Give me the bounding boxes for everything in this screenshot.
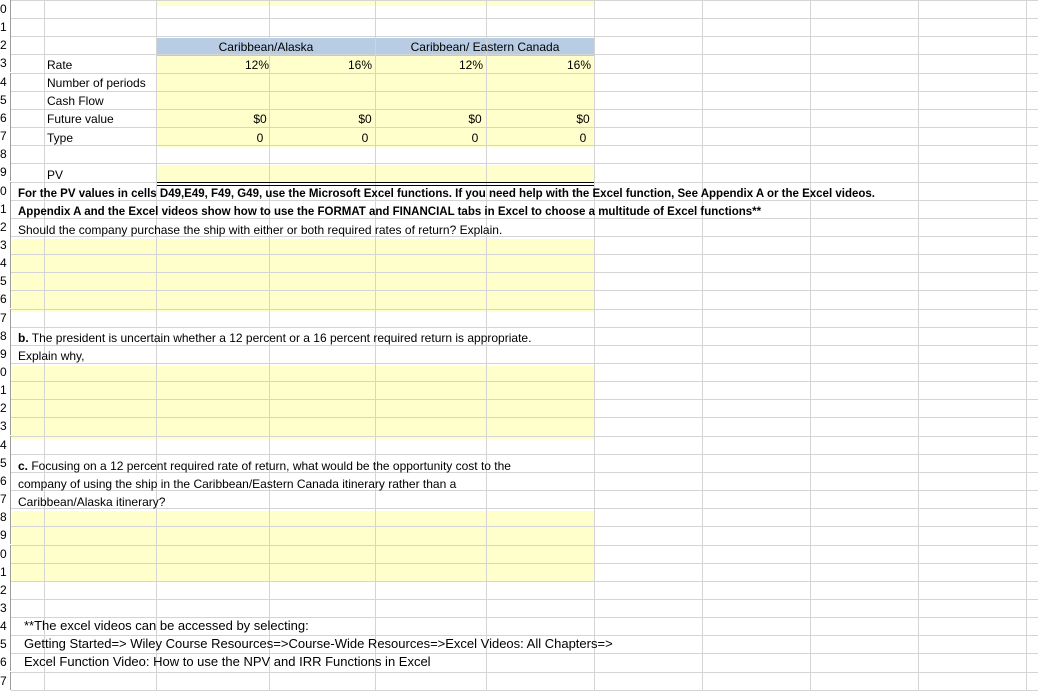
- grid-row-line: [11, 381, 1038, 382]
- row-header[interactable]: 2: [0, 36, 11, 54]
- row-header[interactable]: 8: [0, 508, 11, 526]
- label-rate: Rate: [47, 58, 73, 72]
- row-header[interactable]: 3: [0, 599, 11, 617]
- row-header[interactable]: 6: [0, 653, 11, 671]
- label-future-value: Future value: [47, 112, 114, 126]
- future-value-cell[interactable]: $0: [358, 112, 372, 126]
- grid-row-line: [11, 127, 1038, 128]
- row-header[interactable]: 3: [0, 417, 11, 435]
- future-value-cell[interactable]: $0: [253, 112, 267, 126]
- grid-row-line: [11, 545, 1038, 546]
- instruction-line-1: For the PV values in cells D49,E49, F49, G49, use the Microsoft Excel functions. If you need help with the Excel function, See Appendix A or the Excel videos.: [18, 188, 875, 200]
- note-line-2: Getting Started=> Wiley Course Resources=>Course-Wide Resources=>Excel Videos: All Chapters=>: [24, 636, 613, 651]
- row-header[interactable]: 6: [0, 472, 11, 490]
- grid-row-line: [11, 145, 1038, 146]
- question-b-line-1: b. The president is uncertain whether a 12 percent or a 16 percent required return is appropriate.: [18, 331, 532, 345]
- row-header[interactable]: 5: [0, 272, 11, 290]
- row-header[interactable]: 1: [0, 18, 11, 36]
- question-b-line-2: Explain why,: [18, 349, 85, 363]
- row-header[interactable]: 9: [0, 526, 11, 544]
- row-header[interactable]: 2: [0, 581, 11, 599]
- row-header[interactable]: 7: [0, 490, 11, 508]
- answer-box-c[interactable]: [12, 511, 594, 581]
- grid-row-line: [11, 18, 1038, 19]
- row-header[interactable]: 7: [0, 127, 11, 145]
- question-a: Should the company purchase the ship with either or both required rates of return? Explain.: [18, 223, 503, 237]
- row-header[interactable]: 6: [0, 290, 11, 308]
- header-caribbean-eastern-canada: Caribbean/ Eastern Canada: [410, 40, 560, 54]
- label-type: Type: [47, 131, 74, 145]
- row-header[interactable]: 4: [0, 436, 11, 454]
- type-cell[interactable]: 0: [256, 131, 264, 145]
- question-c-line-3: Caribbean/Alaska itinerary?: [18, 495, 166, 509]
- grid-column-line: [810, 0, 811, 691]
- grid-row-line: [11, 363, 1038, 364]
- question-c-line-2: company of using the ship in the Caribbean/Eastern Canada itinerary rather than a: [18, 477, 457, 491]
- grid-row-line: [11, 309, 1038, 310]
- question-c-line-1: c. Focusing on a 12 percent required rate of return, what would be the opportunity cost to the: [18, 459, 511, 473]
- grid-row-line: [11, 581, 1038, 582]
- rate-cell[interactable]: 16%: [347, 58, 372, 72]
- label-pv: PV: [47, 168, 64, 182]
- pv-double-underline-1: [157, 182, 594, 183]
- future-value-cell[interactable]: $0: [468, 112, 482, 126]
- row-header[interactable]: 9: [0, 163, 11, 181]
- note-line-1: **The excel videos can be accessed by selecting:: [24, 618, 309, 633]
- row-header[interactable]: 0: [0, 182, 11, 200]
- grid-row-line: [11, 563, 1038, 564]
- row-header[interactable]: 1: [0, 200, 11, 218]
- label-cash-flow: Cash Flow: [47, 94, 104, 108]
- grid-row-line: [11, 109, 1038, 110]
- rate-cell[interactable]: 12%: [244, 58, 269, 72]
- grid-row-line: [11, 272, 1038, 273]
- question-b-text: The president is uncertain whether a 12 percent or a 16 percent required return is appropriate.: [28, 331, 532, 345]
- row-header[interactable]: 1: [0, 381, 11, 399]
- row-header[interactable]: 3: [0, 54, 11, 72]
- row-header[interactable]: 0: [0, 363, 11, 381]
- row-header[interactable]: 0: [0, 545, 11, 563]
- row-header[interactable]: 6: [0, 109, 11, 127]
- row-header[interactable]: 8: [0, 145, 11, 163]
- question-c-text: Focusing on a 12 percent required rate of return, what would be the opportunity cost to the: [28, 459, 511, 473]
- row-header[interactable]: 0: [0, 0, 11, 18]
- row-header[interactable]: 4: [0, 73, 11, 91]
- note-line-3: Excel Function Video: How to use the NPV and IRR Functions in Excel: [24, 654, 431, 669]
- grid-row-line: [11, 417, 1038, 418]
- row-header[interactable]: 8: [0, 327, 11, 345]
- grid-row-line: [11, 526, 1038, 527]
- type-cell[interactable]: 0: [471, 131, 479, 145]
- grid-row-line: [11, 436, 1038, 437]
- grid-row-line: [11, 672, 1038, 673]
- row-header[interactable]: 4: [0, 254, 11, 272]
- row-header[interactable]: 7: [0, 672, 11, 690]
- label-number-of-periods: Number of periods: [47, 76, 146, 90]
- grid-column-line: [1026, 0, 1027, 691]
- grid-row-line: [11, 163, 1038, 164]
- grid-row-line: [11, 599, 1038, 600]
- row-header[interactable]: 2: [0, 399, 11, 417]
- answer-box-a[interactable]: [12, 239, 594, 312]
- row-header[interactable]: 5: [0, 91, 11, 109]
- grid-column-line: [594, 0, 595, 691]
- answer-box-b[interactable]: [12, 366, 594, 439]
- row-header[interactable]: 5: [0, 454, 11, 472]
- header-caribbean-alaska: Caribbean/Alaska: [218, 40, 314, 54]
- row-header[interactable]: 2: [0, 218, 11, 236]
- type-cell[interactable]: 0: [579, 131, 587, 145]
- grid-column-line: [918, 0, 919, 691]
- row-header[interactable]: 1: [0, 563, 11, 581]
- row-header[interactable]: 4: [0, 617, 11, 635]
- grid-row-line: [11, 327, 1038, 328]
- grid-column-line: [702, 0, 703, 691]
- grid-row-line: [11, 0, 1038, 1]
- row-header[interactable]: 9: [0, 345, 11, 363]
- grid-row-line: [11, 91, 1038, 92]
- type-cell[interactable]: 0: [361, 131, 369, 145]
- rate-cell[interactable]: 12%: [458, 58, 483, 72]
- grid-row-line: [11, 254, 1038, 255]
- row-header[interactable]: 7: [0, 309, 11, 327]
- grid-row-line: [11, 399, 1038, 400]
- row-header[interactable]: 5: [0, 635, 11, 653]
- grid-row-line: [11, 290, 1038, 291]
- grid-row-line: [11, 36, 1038, 37]
- rate-cell[interactable]: 16%: [566, 58, 591, 72]
- row-header[interactable]: 3: [0, 236, 11, 254]
- future-value-cell[interactable]: $0: [576, 112, 590, 126]
- instruction-line-2: Appendix A and the Excel videos show how to use the FORMAT and FINANCIAL tabs in Excel to choose a multitude of Excel functions**: [18, 206, 762, 218]
- grid-row-line: [11, 454, 1038, 455]
